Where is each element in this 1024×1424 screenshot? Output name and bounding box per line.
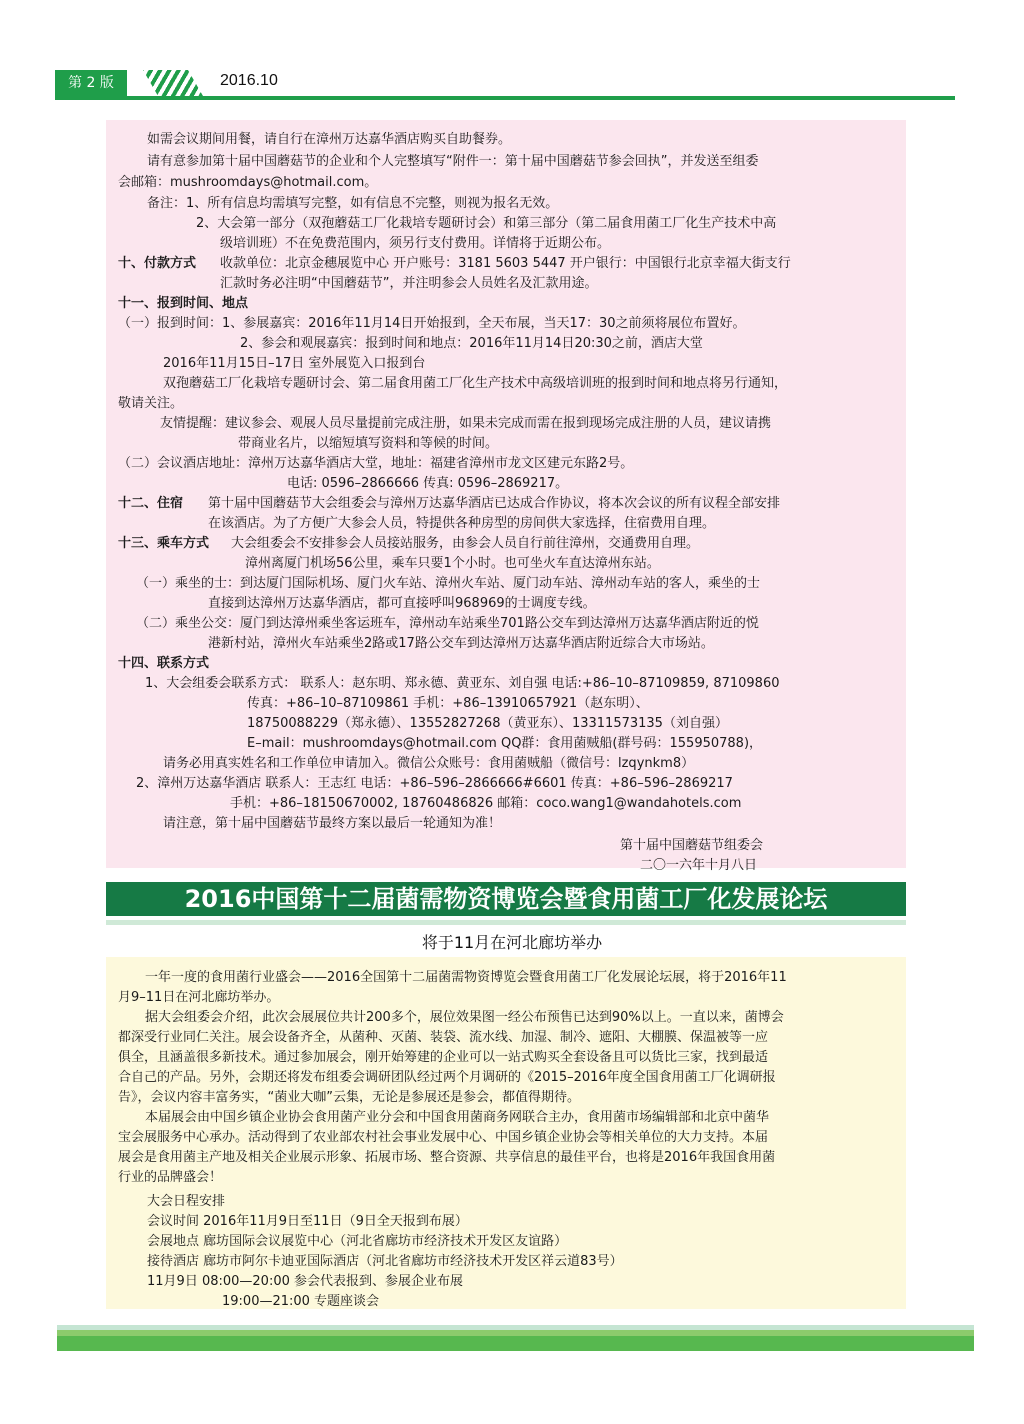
text-line: 如需会议期间用餐，请自行在漳州万达嘉华酒店购买自助餐券。 bbox=[147, 132, 512, 147]
article-subtitle: 将于11月在河北廊坊举办 bbox=[421, 933, 603, 952]
section-heading: 十一、报到时间、地点 bbox=[118, 296, 249, 311]
text-line: 俱全，且涵盖很多新技术。通过参加展会，刚开始筹建的企业可以一站式购买全套设备且可以货比三家，找到最适 bbox=[118, 1050, 769, 1065]
text-line: 漳州离厦门机场56公里，乘车只要1个小时。也可坐火车直达漳州东站。 bbox=[245, 556, 660, 571]
edition-label: 第 2 版 bbox=[55, 70, 127, 96]
text-line: 汇款时务必注明“中国蘑菇节”，并注明参会人员姓名及汇款用途。 bbox=[220, 276, 598, 291]
text-line: 宝会展服务中心承办。活动得到了农业部农村社会事业发展中心、中国乡镇企业协会等相关单位的大力支持。本届 bbox=[118, 1130, 769, 1145]
text-line: （二）乘坐公交：厦门到达漳州乘坐客运班车，漳州动车站乘坐701路公交车到达漳州万达嘉华酒店附近的悦 bbox=[136, 616, 759, 631]
text-line: 会议时间 2016年11月9日至11日（9日全天报到布展） bbox=[147, 1214, 468, 1229]
section-heading: 十二、住宿 bbox=[118, 496, 184, 511]
text-line: 1、大会组委会联系方式： 联系人：赵东明、郑永德、黄亚东、刘自强 电话:+86–10–87109859, 87109860 bbox=[145, 676, 780, 691]
section-heading: 十三、乘车方式 bbox=[118, 536, 210, 551]
text-line: 在该酒店。为了方便广大参会人员，特提供各种房型的房间供大家选择，住宿费用自理。 bbox=[208, 516, 716, 531]
text-line: （一）乘坐的士：到达厦门国际机场、厦门火车站、漳州火车站、厦门动车站、漳州动车站的客人，乘坐的士 bbox=[136, 576, 761, 591]
text-line: 2、漳州万达嘉华酒店 联系人：王志红 电话：+86–596–2866666#6601 传真：+86–596–2869217 bbox=[136, 776, 733, 791]
text-line: 2016年11月15日–17日 室外展览入口报到台 bbox=[163, 356, 426, 371]
stripes-decoration bbox=[143, 70, 203, 96]
text-line: 直接到达漳州万达嘉华酒店，都可直接呼叫968969的士调度专线。 bbox=[208, 596, 596, 611]
text-line: 港新村站，漳州火车站乘坐2路或17路公交车到达漳州万达嘉华酒店附近综合大市场站。 bbox=[208, 636, 714, 651]
text-line: 二〇一六年十月八日 bbox=[640, 858, 758, 873]
text-line: 行业的品牌盛会！ bbox=[118, 1170, 223, 1185]
text-line: 友情提醒：建议参会、观展人员尽量提前完成注册，如果未完成而需在报到现场完成注册的人员，建议请携 bbox=[160, 416, 772, 431]
text-line: 2、参会和观展嘉宾：报到时间和地点：2016年11月14日20:30之前，酒店大堂 bbox=[240, 336, 703, 351]
text-line: 2、大会第一部分（双孢蘑菇工厂化栽培专题研讨会）和第三部分（第二届食用菌工厂化生产技术中高 bbox=[196, 216, 777, 231]
text-line: 电话: 0596–2866666 传真: 0596–2869217。 bbox=[287, 476, 569, 491]
text-line: 请有意参加第十届中国蘑菇节的企业和个人完整填写“附件一：第十届中国蘑菇节参会回执”，并发送至组委 bbox=[147, 154, 759, 169]
article-title: 2016中国第十二届菌需物资博览会暨食用菌工厂化发展论坛 bbox=[106, 882, 906, 916]
text-line: 展会是食用菌主产地及相关企业展示形象、拓展市场、整合资源、共享信息的最佳平台，也将是2016年我国食用菌 bbox=[118, 1150, 776, 1165]
text-line: （一）报到时间：1、参展嘉宾：2016年11月14日开始报到，全天布展，当天17：30之前须将展位布置好。 bbox=[118, 316, 746, 331]
footer-band-dark bbox=[57, 1336, 974, 1351]
text-line: 敬请关注。 bbox=[118, 396, 184, 411]
text-line: 双孢蘑菇工厂化栽培专题研讨会、第二届食用菌工厂化生产技术中高级培训班的报到时间和地点将另行通知， bbox=[163, 376, 788, 391]
text-line: 收款单位：北京金穗展览中心 开户账号：3181 5603 5447 开户银行：中国银行北京幸福大街支行 bbox=[220, 256, 791, 271]
issue-date: 2016.10 bbox=[220, 72, 278, 89]
header-rule bbox=[55, 96, 955, 100]
text-line: 一年一度的食用菌行业盛会——2016全国第十二届菌需物资博览会暨食用菌工厂化发展论坛展，将于2016年11 bbox=[145, 970, 787, 985]
text-line: 大会组委会不安排参会人员接站服务，由参会人员自行前往漳州，交通费用自理。 bbox=[231, 536, 700, 551]
text-line: 都深受行业同仁关注。展会设备齐全，从菌种、灭菌、装袋、流水线、加湿、制冷、遮阳、大棚膜、保温被等一应 bbox=[118, 1030, 769, 1045]
text-line: 会邮箱：mushroomdays@hotmail.com。 bbox=[118, 175, 378, 190]
text-line: 手机：+86–18150670002, 18760486826 邮箱：coco.wang1@wandahotels.com bbox=[230, 796, 742, 811]
section-heading: 十四、联系方式 bbox=[118, 656, 210, 671]
text-line: 月9–11日在河北廊坊举办。 bbox=[118, 990, 280, 1005]
page-header bbox=[55, 70, 955, 100]
text-line: 18750088229（郑永德）、13552827268（黄亚东）、13311573135（刘自强） bbox=[247, 716, 728, 731]
text-line: 请务必用真实姓名和工作单位申请加入。微信公众账号：食用菌贼船（微信号：lzqynkm8） bbox=[163, 756, 695, 771]
text-line: 大会日程安排 bbox=[147, 1194, 226, 1209]
text-line: 告》，会议内容丰富务实，“菌业大咖”云集，无论是参展还是参会，都值得期待。 bbox=[118, 1090, 580, 1105]
text-line: 请注意，第十届中国蘑菇节最终方案以最后一轮通知为准！ bbox=[163, 816, 502, 831]
text-line: 据大会组委会介绍，此次会展展位共计200多个，展位效果图一经公布预售已达到90%以上。一直以来，菌博会 bbox=[145, 1010, 784, 1025]
text-line: 第十届中国蘑菇节大会组委会与漳州万达嘉华酒店已达成合作协议，将本次会议的所有议程全部安排 bbox=[208, 496, 781, 511]
text-line: 本届展会由中国乡镇企业协会食用菌产业分会和中国食用菌商务网联合主办，食用菌市场编辑部和北京中菌华 bbox=[145, 1110, 770, 1125]
section-heading: 十、付款方式 bbox=[118, 256, 197, 271]
text-line: 合自己的产品。另外，会期还将发布组委会调研团队经过两个月调研的《2015–2016年度全国食用菌工厂化调研报 bbox=[118, 1070, 776, 1085]
text-line: 级培训班）不在免费范围内，须另行支付费用。详情将于近期公布。 bbox=[220, 236, 611, 251]
text-line: 会展地点 廊坊国际会议展览中心（河北省廊坊市经济技术开发区友谊路） bbox=[147, 1234, 568, 1249]
text-line: 备注：1、所有信息均需填写完整，如有信息不完整，则视为报名无效。 bbox=[147, 196, 559, 211]
text-line: 传真：+86–10–87109861 手机：+86–13910657921（赵东明）、 bbox=[247, 696, 649, 711]
text-line: 第十届中国蘑菇节组委会 bbox=[620, 838, 764, 853]
text-line: 19:00—21:00 专题座谈会 bbox=[222, 1294, 380, 1309]
text-line: E–mail：mushroomdays@hotmail.com QQ群：食用菌贼船(群号码：155950788)， bbox=[247, 736, 763, 751]
text-line: 11月9日 08:00—20:00 参会代表报到、参展企业布展 bbox=[147, 1274, 464, 1289]
text-line: 带商业名片，以缩短填写资料和等候的时间。 bbox=[238, 436, 499, 451]
text-line: （二）会议酒店地址：漳州万达嘉华酒店大堂，地址：福建省漳州市龙文区建元东路2号。 bbox=[118, 456, 634, 471]
text-line: 接待酒店 廊坊市阿尔卡迪亚国际酒店（河北省廊坊市经济技术开发区祥云道83号） bbox=[147, 1254, 623, 1269]
title-underline bbox=[106, 920, 906, 925]
